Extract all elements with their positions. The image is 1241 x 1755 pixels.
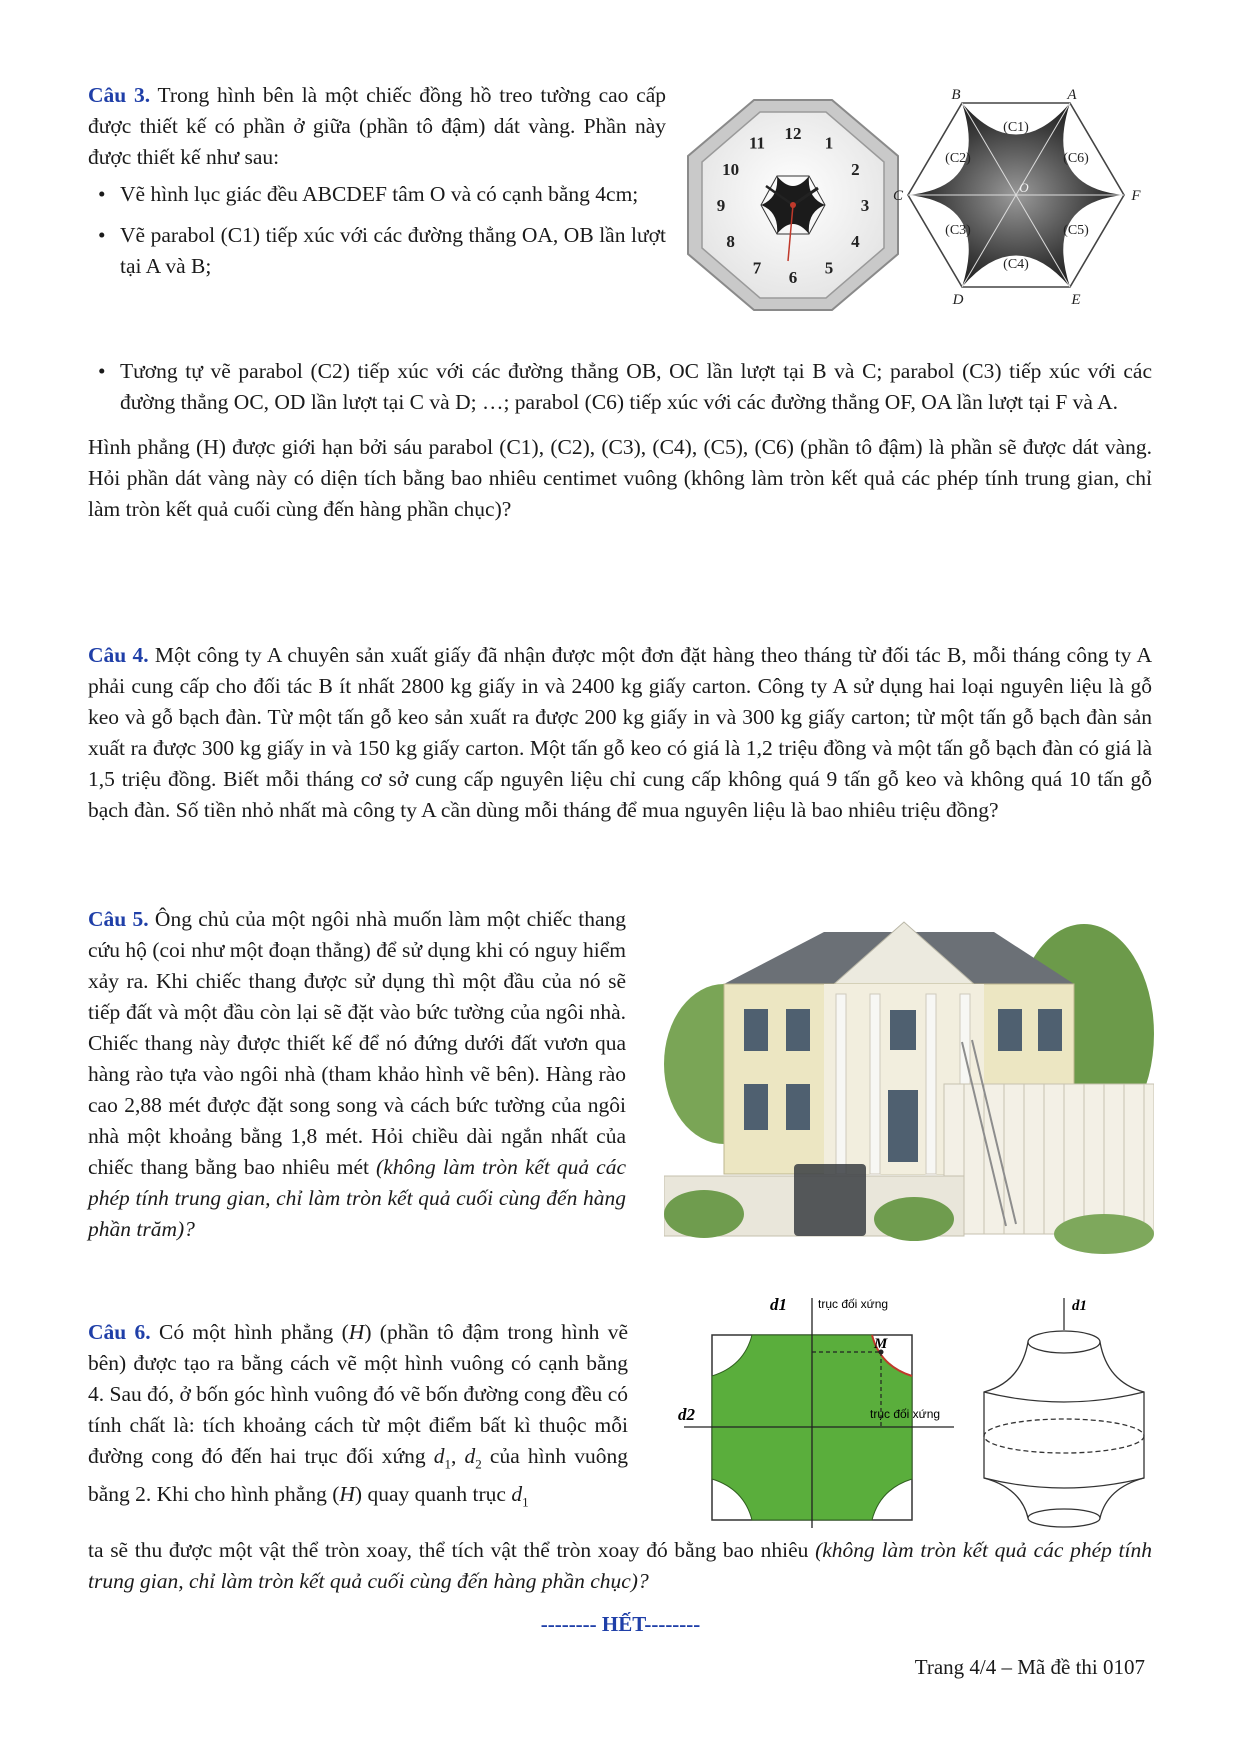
clock-numeral: 4: [851, 232, 860, 251]
clock-numeral: 11: [748, 133, 766, 153]
vertex-A: A: [1067, 87, 1077, 103]
question-5-note: (không làm tròn kết quả các phép tính trung gian, chỉ làm tròn kết quả cuối cùng đến hàng phần trăm)?: [88, 1155, 627, 1241]
question-4-label: Câu 4.: [88, 643, 149, 667]
label-3d-d1: d1: [1072, 1298, 1087, 1314]
clock-center: [790, 202, 796, 208]
question-5: [88, 904, 626, 1245]
question-3-intro: Trong hình bên là một chiếc đồng hồ treo tường cao cấp được thiết kế có phần ở giữa (phần tô đậm) dát vàng. Phần này được thiết kế như sau:: [88, 83, 666, 169]
label-axis-vertical: trục đối xứng: [818, 1297, 889, 1311]
question-6: [88, 1317, 628, 1518]
question-3-steps: [88, 179, 666, 282]
label-d2: d2: [678, 1405, 695, 1424]
region-C5: (C5): [1063, 223, 1089, 238]
clock-numeral: 1: [824, 133, 834, 153]
label-d1: d1: [770, 1295, 787, 1314]
page-footer: Trang 4/4 – Mã đề thi 0107: [914, 1655, 1145, 1679]
clock-figure: [684, 96, 902, 314]
vertex-C: C: [892, 188, 904, 204]
clock-numeral: 9: [716, 196, 726, 215]
vertex-E: E: [1071, 292, 1081, 308]
region-C2: (C2): [945, 151, 971, 166]
clock-numeral: 6: [788, 268, 798, 287]
question-6-note: (không làm tròn kết quả các phép tính trung gian, chỉ làm tròn kết quả cuối cùng đến hàng phần chục)?: [88, 1538, 1153, 1593]
hexagon-figure: [886, 86, 1148, 308]
end-marker: -------- HẾT--------: [540, 1612, 701, 1636]
question-3-step-1: • Vẽ hình lục giác đều ABCDEF tâm O và có cạnh bằng 4cm;: [88, 179, 666, 210]
vertex-D: D: [952, 292, 964, 308]
solid-of-revolution-figure: [966, 1296, 1154, 1528]
question-3-label: Câu 3.: [88, 83, 151, 107]
clock-numeral: 2: [851, 160, 860, 179]
label-M: M: [874, 1336, 888, 1352]
square-figure: [664, 1290, 964, 1530]
question-3-continued: [88, 356, 1152, 525]
vertex-B: B: [951, 87, 961, 103]
question-4: [88, 640, 1152, 826]
house-fence: [944, 1084, 1154, 1234]
clock-numeral: 8: [726, 232, 735, 251]
question-3-steps-cont: [88, 356, 1152, 418]
clock-numeral: 7: [752, 258, 762, 278]
solid-outline: [984, 1342, 1144, 1518]
question-3: [88, 80, 666, 292]
region-C6: (C6): [1063, 151, 1089, 166]
vertex-F: F: [1131, 188, 1141, 204]
region-C4: (C4): [1003, 257, 1029, 272]
house-gate: [794, 1164, 866, 1236]
question-5-label: Câu 5.: [88, 907, 149, 931]
label-axis-horizontal: trục đối xứng: [870, 1407, 941, 1421]
question-3-step-3: • Tương tự vẽ parabol (C2) tiếp xúc với các đường thẳng OB, OC lần lượt tại B và C; parabol (C3) tiếp xúc với các đường thẳng OC, OD lần lượt tại C và D; …; parabol (C6) tiếp xúc với các đường thẳng OF, OA lần lượt tại F và A.: [88, 356, 1152, 418]
center-O: O: [1019, 180, 1029, 195]
question-6-text-a: Có một hình phẳng (H) (phần tô đậm trong hình vẽ bên) được tạo ra bằng cách vẽ một hình vuông có cạnh bằng 4. Sau đó, ở bốn góc hình vuông đó vẽ bốn đường cong đều có tính chất là: tích khoảng cách từ một điểm bất kì thuộc mỗi đường cong đó đến hai trục đối xứng $d_1$, $d_2$ của hình vuông bằng 2. Khi cho hình phẳng (H) quay quanh trục $d_1$: [88, 1320, 629, 1510]
question-3-paragraph: Hình phẳng (H) được giới hạn bởi sáu parabol (C1), (C2), (C3), (C4), (C5), (C6) (phần tô đậm) là phần sẽ được dát vàng. Hỏi phần dát vàng này có diện tích bằng bao nhiêu centimet vuông (không làm tròn kết quả các phép tính trung gian, chỉ làm tròn kết quả cuối cùng đến hàng phần chục)?: [88, 435, 1152, 521]
question-6-continued: [88, 1535, 1152, 1597]
region-C3: (C3): [945, 223, 971, 238]
clock-numeral: 12: [784, 124, 802, 143]
clock-numeral: 5: [824, 258, 834, 278]
house-illustration: [664, 914, 1154, 1256]
question-6-text-b: ta sẽ thu được một vật thể tròn xoay, thể tích vật thể tròn xoay đó bằng bao nhiêu: [88, 1538, 809, 1562]
clock-numeral: 10: [722, 160, 740, 179]
region-C1: (C1): [1003, 120, 1029, 135]
question-6-label: Câu 6.: [88, 1320, 151, 1344]
question-5-text: Ông chủ của một ngôi nhà muốn làm một chiếc thang cứu hộ (coi như một đoạn thẳng) để sử dụng khi có nguy hiểm xảy ra. Khi chiếc thang được sử dụng thì một đầu của nó sẽ tiếp đất và một đầu còn lại sẽ đặt vào bức tường của ngôi nhà. Chiếc thang này được thiết kế để nó đứng dưới đất vươn qua hàng rào tựa vào ngôi nhà (tham khảo hình vẽ bên). Hàng rào cao 2,88 mét được đặt song song và cách bức tường của ngôi nhà một khoảng bằng 1,8 mét. Hỏi chiều dài ngắn nhất của chiếc thang bằng bao nhiêu mét: [88, 907, 627, 1179]
clock-numeral: 3: [860, 196, 870, 215]
question-3-step-2: • Vẽ parabol (C1) tiếp xúc với các đường thẳng OA, OB lần lượt tại A và B;: [88, 220, 666, 282]
question-4-text: Một công ty A chuyên sản xuất giấy đã nhận được một đơn đặt hàng theo tháng từ đối tác B, mỗi tháng công ty A phải cung cấp cho đối tác B ít nhất 2800 kg giấy in và 2400 kg giấy carton. Công ty A sử dụng hai loại nguyên liệu là gỗ keo và gỗ bạch đàn. Từ một tấn gỗ keo sản xuất ra được 200 kg giấy in và 300 kg giấy carton; từ một tấn gỗ bạch đàn sản xuất ra được 300 kg giấy in và 150 kg giấy carton. Một tấn gỗ keo có giá là 1,2 triệu đồng và một tấn gỗ bạch đàn có giá là 1,5 triệu đồng. Biết mỗi tháng cơ sở cung cấp nguyên liệu chỉ cung cấp không quá 9 tấn gỗ keo và không quá 10 tấn gỗ bạch đàn. Số tiền nhỏ nhất mà công ty A cần dùng mỗi tháng để mua nguyên liệu là bao nhiêu triệu đồng?: [88, 643, 1153, 822]
